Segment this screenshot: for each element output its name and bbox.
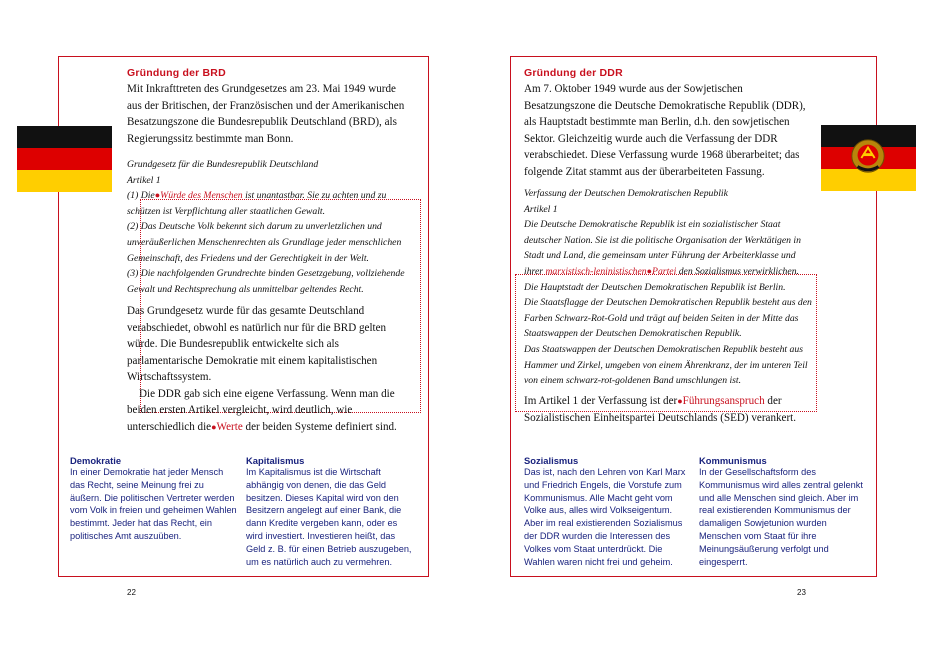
left-quote-source: Grundgesetz für die Bundesrepublik Deutschland bbox=[127, 159, 319, 170]
right-quote-p2: Die Hauptstadt der Deutschen Demokratischen Republik ist Berlin. bbox=[524, 281, 786, 293]
right-quote-p4: Das Staatswappen der Deutschen Demokratischen Republik besteht aus Hammer und Zirkel, umgeben von einem Ährenkranz, der im unteren Teil von einem schwarz-rot-goldenen Band umschlungen ist. bbox=[524, 343, 808, 387]
brd-flag bbox=[17, 126, 112, 192]
right-quote-source: Verfassung der Deutschen Demokratischen Republik bbox=[524, 188, 728, 199]
link-partei[interactable]: Partei bbox=[652, 265, 677, 277]
link-bullet-icon: ● bbox=[211, 421, 217, 432]
left-quote-article: Artikel 1 bbox=[127, 174, 161, 186]
right-para2: Im Artikel 1 der Verfassung ist der●Führungsanspruch der Sozialistischen Einheitspartei Deutschlands (SED) verankert. bbox=[524, 395, 797, 424]
left-quote-p3: (3) Die nachfolgenden Grundrechte binden Gesetzgebung, vollziehende Gewalt und Rechtsprechung als unmittelbar geltendes Recht. bbox=[127, 268, 405, 295]
left-body-text bbox=[127, 303, 412, 435]
right-quote-article: Artikel 1 bbox=[524, 203, 558, 215]
page-number-right: 23 bbox=[797, 588, 806, 597]
link-wuerde[interactable]: Würde des Menschen bbox=[160, 190, 243, 202]
right-intro-text: Am 7. Oktober 1949 wurde aus der Sowjetischen Besatzungszone die Deutsche Demokratische Republik (DDR), als Hauptstadt bestimmte man Berlin, d.h. den sowjetischen Sektor. Gleichzeitig wurde auch die Verfassung der DDR verabschiedet. Diese Verfassung wurde 1968 überarbeitet; das folgende Zitat stammt aus der überarbeiteten Fassung. bbox=[524, 83, 806, 178]
link-fuehrungsanspruch[interactable]: Führungsanspruch bbox=[682, 395, 765, 407]
gloss-kapitalismus-title: Kapitalismus bbox=[246, 455, 305, 466]
gloss-sozialismus-title: Sozialismus bbox=[524, 455, 579, 466]
link-werte[interactable]: Werte bbox=[216, 420, 243, 433]
page-number-left: 22 bbox=[127, 588, 136, 597]
right-quote-p3: Die Staatsflagge der Deutschen Demokratischen Republik besteht aus den Farben Schwarz-Rot-Gold und trägt auf beiden Seiten in der Mitte das Staatswappen der Deutschen Demokratischen Republik. bbox=[524, 297, 812, 340]
gloss-kapitalismus-text: Im Kapitalismus ist die Wirtschaft abhängig von denen, die das Geld besitzen. Dieses Kapital wird von den Besitzern angelegt auf einer Bank, die dann Kredite vergeben kann, oder es wird investiert. Investieren heißt, das Geld z. B. für einen Betrieb auszugeben, um es natürlich auch zu vermehren. bbox=[246, 467, 412, 567]
gloss-kommunismus-title: Kommunismus bbox=[699, 455, 767, 466]
right-section-title: Gründung der DDR bbox=[524, 67, 623, 79]
link-bullet-icon: ● bbox=[154, 190, 161, 201]
ddr-emblem-icon bbox=[849, 137, 887, 177]
gloss-kommunismus-text: In der Gesellschaftsform des Kommunismus wird alles zentral gelenkt und alle Menschen sind gleich. Aber im real existierenden Kommunismus der damaligen Sowjetunion wurden Menschen vom Staat für ihre Meinungsäußerung verfolgt und eingesperrt. bbox=[699, 467, 863, 567]
gloss-sozialismus-text: Das ist, nach den Lehren von Karl Marx und Friedrich Engels, die Vorstufe zum Kommunismus. Alle Macht geht vom Volke aus, alles wird Volkseigentum. Aber im real existierenden Sozialismus der DDR wurden die Interessen des Volkes vom Staat unterdrückt. Die Wahlen waren nicht frei und geheim. bbox=[524, 467, 686, 567]
gloss-demokratie-title: Demokratie bbox=[70, 455, 122, 466]
left-quote-p1: (1) Die●Würde des Menschen ist unantastbar. Sie zu achten und zu schützen ist Verpflichtung aller staatlichen Gewalt. bbox=[127, 190, 387, 217]
link-bullet-icon: ● bbox=[646, 265, 653, 276]
right-quote-p1: Die Deutsche Demokratische Republik ist ein sozialistischer Staat deutscher Nation. Sie ist die politische Organisation der Werktätigen in Stadt und Land, die gemeinsam unter Führung der Arbeiterklasse und ihrer marxistisch-leninistischen●Partei den Sozialismus verwirklichen. bbox=[524, 219, 801, 277]
left-para3: Die DDR gab sich eine eigene Verfassung. Wenn man die beiden ersten Artikel vergleicht, wird deutlich, wie unterschiedlich die●Werte der beiden Systeme definiert sind. bbox=[127, 387, 397, 433]
left-para2: Das Grundgesetz wurde für das gesamte Deutschland verabschiedet, obwohl es natürlich nur für die BRD gelten würde. Die Bundesrepublik entwickelte sich als parlamentarische Demokratie mit einem kapitalistischen Wirtschaftssystem. bbox=[127, 305, 387, 383]
gloss-demokratie-text: In einer Demokratie hat jeder Mensch das Recht, seine Meinung frei zu äußern. Die politischen Vertreter werden vom Volk in freien und geheimen Wahlen bestimmt. Jeder hat das Recht, ein politisches Amt auszuüben. bbox=[70, 467, 237, 541]
link-dotted-box-right bbox=[515, 274, 817, 412]
link-marxistisch-leninistischen[interactable]: marxistisch-leninistischen bbox=[545, 265, 647, 277]
left-quote-p2: (2) Das Deutsche Volk bekennt sich darum zu unverletzlichen und unveräußerlichen Menschenrechten als Grundlage jeder menschlichen Gemeinschaft, des Friedens und der Gerechtigkeit in der Welt. bbox=[127, 221, 402, 264]
left-section-title: Gründung der BRD bbox=[127, 67, 226, 79]
link-bullet-icon: ● bbox=[677, 396, 683, 406]
ddr-flag bbox=[821, 125, 916, 191]
left-intro-text: Mit Inkrafttreten des Grundgesetzes am 23. Mai 1949 wurde aus der Britischen, der Französischen und der Amerikanischen Besatzungszone die Bundesrepublik Deutschland (BRD), als Regierungssitz bestimmte man Bonn. bbox=[127, 83, 405, 145]
